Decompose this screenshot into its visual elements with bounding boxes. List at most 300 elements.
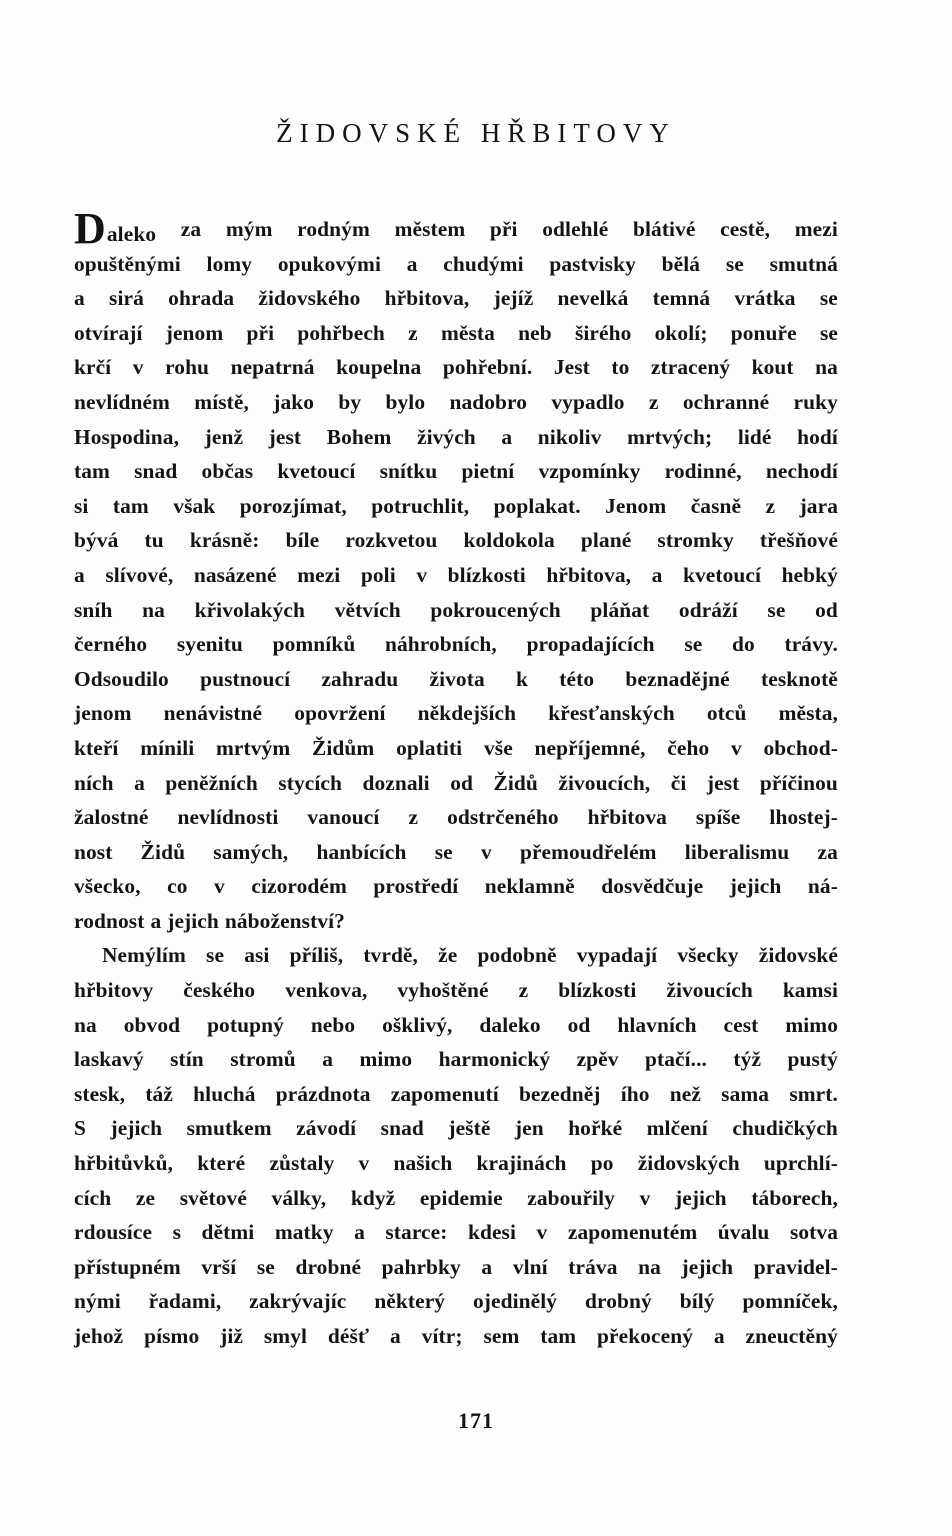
word: pastvisky xyxy=(549,251,636,276)
word: rozkvetou xyxy=(345,528,438,553)
text-line xyxy=(74,800,838,835)
word: tu xyxy=(144,528,164,553)
word: nými xyxy=(74,1289,121,1314)
word: místě, xyxy=(194,389,249,414)
word: drobný xyxy=(585,1289,652,1314)
word: ponuře xyxy=(730,320,797,345)
word: nevlídném xyxy=(74,389,170,414)
word: z xyxy=(648,389,659,414)
word: uprchlí- xyxy=(763,1151,838,1176)
word: v xyxy=(639,1185,651,1210)
word: pietní xyxy=(461,459,515,484)
word: a xyxy=(150,908,162,933)
word: kvetoucí xyxy=(682,562,762,587)
word: vanoucí xyxy=(307,805,380,830)
word: vrátka xyxy=(734,286,796,311)
word: černého xyxy=(74,632,148,657)
word: ještě xyxy=(448,1116,491,1141)
word: laskavý xyxy=(74,1047,144,1072)
drop-cap: D xyxy=(74,204,106,253)
word: k xyxy=(516,666,529,691)
word: za xyxy=(180,217,202,241)
word: úvalu xyxy=(717,1220,770,1245)
word: jenom xyxy=(165,320,224,345)
word: všecko, xyxy=(74,874,141,899)
word: nepatrná xyxy=(230,355,315,380)
word: prázdnota xyxy=(275,1081,371,1106)
word: hořké xyxy=(568,1116,623,1141)
word: od xyxy=(567,1012,591,1037)
text-line xyxy=(74,835,838,870)
word: obchod- xyxy=(763,735,838,760)
word: daleko xyxy=(479,1012,541,1037)
word: z xyxy=(518,978,529,1003)
word: jest xyxy=(706,770,740,795)
word: pahrbky xyxy=(381,1254,461,1279)
word: písmo xyxy=(144,1324,200,1348)
word: cest xyxy=(723,1012,759,1037)
word: města xyxy=(440,320,495,345)
word: pláňat xyxy=(590,597,650,622)
word: v xyxy=(536,1220,548,1245)
word: závodí xyxy=(296,1116,357,1141)
word: některý xyxy=(374,1289,446,1314)
word: a xyxy=(74,562,85,587)
word: ná- xyxy=(807,874,838,899)
word: neb xyxy=(518,320,552,345)
word: českého xyxy=(183,978,256,1003)
word: příčinou xyxy=(759,770,838,795)
word: dosvědčuje xyxy=(601,874,704,899)
word: zapomenutém xyxy=(567,1220,698,1245)
first-word xyxy=(74,204,157,253)
text-line xyxy=(74,385,838,420)
word: však xyxy=(173,493,216,518)
word: v xyxy=(416,562,428,587)
word: tesknotě xyxy=(761,666,838,691)
text-line xyxy=(74,1215,838,1250)
word: smutkem xyxy=(186,1116,272,1141)
word: křesťanských xyxy=(548,701,675,726)
word: déšť xyxy=(327,1324,370,1348)
text-line xyxy=(74,316,838,351)
word: tráva xyxy=(568,1254,618,1279)
word: žalostné xyxy=(74,805,149,830)
word: městem xyxy=(394,217,466,241)
word: matky xyxy=(274,1220,334,1245)
word: jejich xyxy=(729,874,782,899)
word: rohu xyxy=(165,355,210,380)
word: jejich xyxy=(110,1116,163,1141)
word: Jest xyxy=(553,355,590,380)
word: stycích xyxy=(278,770,342,795)
word: zůstaly xyxy=(269,1151,335,1176)
word: to xyxy=(611,355,630,380)
word: hanbících xyxy=(316,839,407,864)
text-line xyxy=(74,696,838,731)
word: se xyxy=(434,839,453,864)
word: ze xyxy=(135,1185,156,1210)
word: hluchá xyxy=(193,1081,256,1106)
word: či xyxy=(670,770,687,795)
word: by xyxy=(338,389,362,414)
word: sirá xyxy=(109,286,144,311)
word: nenávistné xyxy=(163,701,263,726)
word: mínili xyxy=(140,735,195,760)
text-line xyxy=(74,1111,838,1146)
word: mrtvým xyxy=(216,735,291,760)
word: jejich xyxy=(167,908,219,933)
word: vrší xyxy=(201,1254,237,1279)
word: Židů xyxy=(493,770,538,795)
word: krčí xyxy=(74,355,112,380)
word: hodí xyxy=(797,424,838,449)
word: trávy. xyxy=(784,632,838,657)
word: časně xyxy=(690,493,742,518)
word: ohrada xyxy=(168,286,235,311)
chapter-title: ŽIDOVSKÉ HŘBITOVY xyxy=(276,118,676,148)
word: chudičkých xyxy=(732,1116,838,1141)
word: na xyxy=(74,1012,97,1037)
word: nevelká xyxy=(557,286,629,311)
word: opukovými xyxy=(277,251,381,276)
word: pokroucených xyxy=(430,597,561,622)
word: krásně: xyxy=(189,528,260,553)
word: města, xyxy=(778,701,838,726)
word: lidé xyxy=(737,424,772,449)
word: propadajících xyxy=(526,632,655,657)
word: poli xyxy=(360,562,396,587)
text-line xyxy=(74,593,838,628)
word: jejich xyxy=(675,1185,727,1210)
word: pustnoucí xyxy=(200,666,291,691)
word: táž xyxy=(145,1081,173,1106)
word: koupelna xyxy=(336,355,422,380)
word: někdejších xyxy=(417,701,517,726)
word: smrt. xyxy=(789,1081,838,1106)
word: oplatiti xyxy=(396,735,463,760)
text-line xyxy=(74,1284,838,1319)
text-line xyxy=(74,523,838,558)
text-line xyxy=(74,350,838,385)
word: nepříjemné, xyxy=(534,735,646,760)
word: že xyxy=(438,943,458,968)
word: a xyxy=(390,1324,401,1348)
word: Židům xyxy=(312,735,375,760)
word: našich xyxy=(393,1151,453,1176)
word: doznali xyxy=(362,770,430,795)
word: podobně xyxy=(477,943,557,968)
word: všecky xyxy=(677,943,739,968)
word: porozjímat, xyxy=(239,493,347,518)
word: kamsi xyxy=(782,978,838,1003)
word: vlní xyxy=(512,1254,548,1279)
word: jenom xyxy=(74,701,132,726)
word: cizorodém xyxy=(251,874,347,899)
word: bezedněj xyxy=(518,1081,601,1106)
word: si xyxy=(74,493,89,518)
word: tam xyxy=(74,459,110,484)
word: v xyxy=(730,735,742,760)
text-line xyxy=(74,904,838,939)
word: otvírají xyxy=(74,320,143,345)
word: v xyxy=(132,355,144,380)
word: této xyxy=(559,666,595,691)
word: bíle xyxy=(285,528,320,553)
text-line xyxy=(74,1250,838,1285)
word: ztracený xyxy=(650,355,731,380)
word: poplakat. xyxy=(493,493,581,518)
word: jejich xyxy=(681,1254,734,1279)
text-line xyxy=(74,247,838,282)
word: hebký xyxy=(781,562,838,587)
word: a xyxy=(134,770,145,795)
word: ochranné xyxy=(682,389,770,414)
word: Nemýlím xyxy=(102,943,186,968)
word: Bohem xyxy=(326,424,392,449)
word: zahradu xyxy=(321,666,399,691)
word: sama xyxy=(721,1081,770,1106)
word: zapomenutí xyxy=(390,1081,499,1106)
word: sníh xyxy=(74,597,113,622)
word: mimo xyxy=(359,1047,413,1072)
word: mlčení xyxy=(646,1116,708,1141)
word: kvetoucí xyxy=(277,459,356,484)
word: v xyxy=(214,874,225,899)
word: bývá xyxy=(74,528,119,553)
word: beznadějné xyxy=(625,666,730,691)
word: kdesi xyxy=(467,1220,517,1245)
word: zabouřily xyxy=(527,1185,615,1210)
text-line xyxy=(74,731,838,766)
word: nebo xyxy=(310,1012,356,1037)
word: se xyxy=(725,251,744,276)
word: než xyxy=(669,1081,701,1106)
word: se xyxy=(256,1254,275,1279)
word: nasázené xyxy=(193,562,277,587)
word: větvích xyxy=(334,597,401,622)
word: nevlídnosti xyxy=(177,805,279,830)
text-line xyxy=(74,204,838,253)
word: z xyxy=(408,805,419,830)
word: kteří xyxy=(74,735,119,760)
word: smyl xyxy=(263,1324,308,1348)
word: při xyxy=(246,320,275,345)
word: vše xyxy=(483,735,513,760)
word: asi xyxy=(244,943,270,968)
word: jest xyxy=(268,424,302,449)
word: liberalismu xyxy=(684,839,790,864)
word: ojedinělý xyxy=(473,1289,558,1314)
word: epidemie xyxy=(419,1185,503,1210)
word: které xyxy=(197,1151,246,1176)
word: širého xyxy=(574,320,632,345)
word: stromů xyxy=(230,1047,296,1072)
word: týž xyxy=(733,1047,762,1072)
word: mimo xyxy=(785,1012,838,1037)
word: židovských xyxy=(637,1151,740,1176)
word: křivolakých xyxy=(194,597,306,622)
word: jako xyxy=(273,389,315,414)
text-line xyxy=(74,1042,838,1077)
text-line xyxy=(74,420,838,455)
word: občas xyxy=(201,459,254,484)
word: harmonický xyxy=(438,1047,551,1072)
word: živých xyxy=(416,424,476,449)
word: cestě, xyxy=(720,217,771,241)
word: snítku xyxy=(379,459,438,484)
word: rodným xyxy=(297,217,370,241)
word: s xyxy=(172,1220,181,1245)
word: nechodí xyxy=(765,459,838,484)
word: se xyxy=(819,286,838,311)
word: chudými xyxy=(443,251,524,276)
word: pomníček, xyxy=(742,1289,838,1314)
word: světové xyxy=(179,1185,247,1210)
word: náhrobních, xyxy=(385,632,497,657)
word: Odsoudilo xyxy=(74,666,169,691)
word: mezi xyxy=(297,562,341,587)
word: stín xyxy=(170,1047,204,1072)
word: sotva xyxy=(789,1220,838,1245)
word: v xyxy=(358,1151,370,1176)
word: prostředí xyxy=(373,874,459,899)
word: peněžních xyxy=(165,770,258,795)
text-line xyxy=(74,869,838,904)
word: hlavních xyxy=(617,1012,697,1037)
word: jenž xyxy=(204,424,244,449)
word: Jenom xyxy=(605,493,667,518)
text-line xyxy=(74,281,838,316)
word: jehož xyxy=(74,1324,124,1348)
text-line xyxy=(74,489,838,524)
word: Hospodina, xyxy=(74,424,180,449)
word: nikoliv xyxy=(537,424,602,449)
word: koldokola xyxy=(463,528,555,553)
word: v xyxy=(480,839,492,864)
word: snad xyxy=(380,1116,424,1141)
word: náboženství? xyxy=(224,908,345,933)
word: potruchlit, xyxy=(371,493,470,518)
word: při xyxy=(489,217,518,241)
word: ptačí... xyxy=(644,1047,707,1072)
word: spíše xyxy=(695,805,741,830)
word: příliš, xyxy=(289,943,344,968)
word: hřbitovy xyxy=(74,978,154,1003)
word: zakrývajíc xyxy=(249,1289,347,1314)
word: překocený xyxy=(597,1324,693,1348)
word: kout xyxy=(751,355,794,380)
word: již xyxy=(220,1324,243,1348)
word: lhostej- xyxy=(769,805,838,830)
word: z xyxy=(765,493,776,518)
word: a xyxy=(713,1324,725,1348)
word: pohřbech xyxy=(297,320,385,345)
word: přemoudřelém xyxy=(519,839,657,864)
page-number: 171 xyxy=(458,1408,494,1433)
word: blátivé xyxy=(632,217,696,241)
word: a xyxy=(406,251,418,276)
word: blízkosti xyxy=(447,562,526,587)
word: slívové, xyxy=(105,562,174,587)
word: nost xyxy=(74,839,113,864)
word: stromky xyxy=(657,528,734,553)
word: pomníků xyxy=(272,632,356,657)
word: neklamně xyxy=(484,874,575,899)
word: na xyxy=(142,597,165,622)
word: pravidel- xyxy=(753,1254,838,1279)
word: pustý xyxy=(787,1047,838,1072)
word: opuštěnými xyxy=(74,251,181,276)
word: dětmi xyxy=(201,1220,255,1245)
word: venkova, xyxy=(285,978,368,1003)
word: za xyxy=(817,839,838,864)
word: do xyxy=(732,632,755,657)
text-line xyxy=(74,766,838,801)
word: rodnost xyxy=(74,908,145,933)
word: mrtvých; xyxy=(627,424,713,449)
word: bílý xyxy=(679,1289,715,1314)
word: zpěv xyxy=(576,1047,619,1072)
word: plané xyxy=(580,528,632,553)
word: vítr; xyxy=(421,1324,463,1348)
word: stesk, xyxy=(74,1081,126,1106)
word: drobné xyxy=(295,1254,362,1279)
text-line xyxy=(74,1008,838,1043)
word: přístupném xyxy=(74,1254,181,1279)
word: smutná xyxy=(769,251,838,276)
word: ruky xyxy=(793,389,838,414)
word: S xyxy=(74,1116,86,1141)
word: táborech, xyxy=(751,1185,838,1210)
word: se xyxy=(767,597,786,622)
text-line xyxy=(74,1319,838,1354)
word: blízkosti xyxy=(558,978,637,1003)
word: otců xyxy=(706,701,747,726)
word: starce: xyxy=(385,1220,448,1245)
word: se xyxy=(684,632,703,657)
word: opovržení xyxy=(294,701,386,726)
word: vyhoštěné xyxy=(397,978,489,1003)
text-line xyxy=(74,627,838,662)
word: od xyxy=(450,770,473,795)
word: nadobro xyxy=(449,389,528,414)
word: obvod xyxy=(123,1012,181,1037)
word: jen xyxy=(514,1116,544,1141)
word: se xyxy=(819,320,838,345)
word: jara xyxy=(799,493,838,518)
word: vzpomínky xyxy=(538,459,641,484)
text-line xyxy=(74,558,838,593)
word: rdousíce xyxy=(74,1220,153,1245)
word: a xyxy=(354,1220,365,1245)
word: tvrdě, xyxy=(363,943,418,968)
word: cích xyxy=(74,1185,112,1210)
word: tam xyxy=(540,1324,577,1348)
word: lomy xyxy=(206,251,253,276)
word: hřbitůvků, xyxy=(74,1151,174,1176)
word: a xyxy=(322,1047,334,1072)
word: hřbitova xyxy=(587,805,667,830)
text-line xyxy=(74,1077,838,1112)
word: když xyxy=(350,1185,396,1210)
text-line xyxy=(74,662,838,697)
word: hřbitova, xyxy=(546,562,632,587)
word: mým xyxy=(225,217,273,241)
word: ošklivý, xyxy=(382,1012,453,1037)
text-line xyxy=(74,1146,838,1181)
word: pohřební. xyxy=(442,355,533,380)
